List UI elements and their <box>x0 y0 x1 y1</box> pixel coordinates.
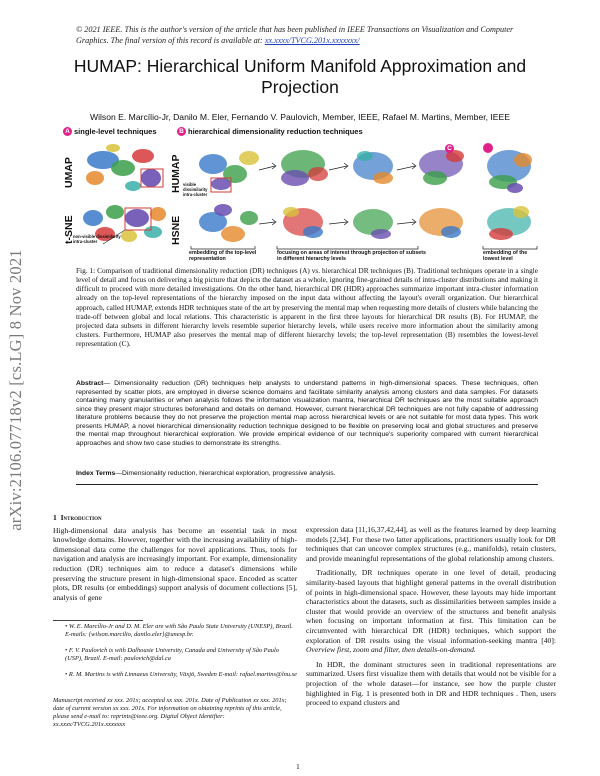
note-visible: visible dissimilarity intra-cluster <box>183 182 208 197</box>
intro-paragraph-2: expression data [11,16,37,42,44], as well as the features learned by deep learning models [2,34]. For these two latter applications, practitioners usually look for DR techniques that can uncover complex structures (e.g., manifolds), retain clusters, and provide meaningful representations of the global relationship among clusters. <box>306 525 556 563</box>
intro-paragraph-4: In HDR, the dominant structures seen in traditional representations are summarized. Users first visualize them with details that would not be visible for a projection of the whole dataset—for instance, see how the purple cluster highlighted in Fig. 1 is presented both in DR and HDR techniques . Then, users proceed to expand clusters and <box>306 659 556 708</box>
row-label-humap: HUMAP <box>170 154 182 193</box>
paper-title: HUMAP: Hierarchical Uniform Manifold Approximation and Projection <box>73 56 527 97</box>
humap-levels <box>199 143 532 193</box>
badge-a: A <box>63 127 72 136</box>
row-label-tsne: t-SNE <box>63 215 75 244</box>
section-heading: 1 Introduction <box>53 513 102 522</box>
note-nonvisible: non-visible dissimilarity intra-cluster <box>73 234 121 244</box>
hsne-levels <box>199 204 531 242</box>
header-rule <box>76 484 538 485</box>
footnote-affil-3: • R. M. Martins is with Linnaeus University, Växjö, Sweden E-mail: rafael.martins@lnu.se <box>65 671 297 678</box>
caption-top-level: embedding of the top-level representation <box>189 250 257 263</box>
abstract-text: — Dimensionality reduction (DR) techniques help analysts to understand patterns in high-dimensional spaces. These techniques, often represented by scatter plots, are employed in diverse science domains and facilitate similarity analysis among clusters and data samples. For datasets containing many granularities or when analysis follows the information visualization mantra, hierarchical DR techniques are the most suitable approach since they present major structures beforehand and details on demand. However, current hierarchical DR techniques are not fully capable of addressing literature problems because they do not preserve the projection mental map across hierarchical levels or are not suitable for most data types. This work presents HUMAP, a novel hierarchical dimensionality reduction technique designed to be flexible on preserving local and global structures and preserve the mental map throughout hierarchical exploration. We provide empirical evidence of our technique's superiority compared with current hierarchical approaches and show two case studies to demonstrate its strengths. <box>76 380 538 447</box>
level-arrows <box>259 163 416 225</box>
intro-paragraph-3: Traditionally, DR techniques operate in one level of detail, producing similarity-based layouts that highlight general patterns in the overall distribution of points in high-dimensional space. However, these layouts may hide important characteristics about the datasets, such as dissimilarities between samples inside a cluster that would provide an overview of the structures and benefit analysis when focusing on important information at first. This limitation can be circumvented with hierarchical DR (HDR) techniques, which support the exploration of DR results using the visual information-seeking mantra [40]: Overview first, zoom and filter, then details-on-demand. <box>306 568 556 655</box>
umap-embedding <box>86 144 163 191</box>
footnote-manuscript: Manuscript received xx xxx. 201x; accepted xx xxx. 201x. Date of Publication xx xxx. 201x; date of current version xx xxx. 201x. For information on obtaining reprints of this article, please send e-mail to: reprints@ieee.org. Digital Object Identifier: xx.xxxx/TVCG.201x.xxxxxxx <box>53 697 287 728</box>
teaser-figure <box>63 126 540 261</box>
index-terms-label: Index Terms <box>76 470 116 477</box>
figure-scatter-art <box>63 126 540 261</box>
column-right <box>306 525 556 713</box>
author-list: Wilson E. Marcílio-Jr, Danilo M. Eler, Fernando V. Paulovich, Member, IEEE, Rafael M. Martins, Member, IEEE <box>90 112 510 122</box>
caption-lowest-level: embedding of the lowest level <box>483 250 528 263</box>
arxiv-stamp: arXiv:2106.07718v2 [cs.LG] 8 Nov 2021 <box>6 249 25 531</box>
label-hierarchical: hierarchical dimensionality reduction techniques <box>188 127 363 136</box>
badge-b: B <box>177 127 186 136</box>
index-terms-text: —Dimensionality reduction, hierarchical exploration, progressive analysis. <box>115 470 336 477</box>
badge-c: C <box>445 144 454 153</box>
label-single-level: single-level techniques <box>74 127 157 136</box>
bottom-brackets <box>191 246 537 249</box>
index-terms <box>76 470 538 477</box>
column-left <box>53 513 297 607</box>
doi-link[interactable]: xx.xxxx/TVCG.201x.xxxxxxx/ <box>264 36 360 45</box>
caption-focusing: focusing on areas of interest through projection of subsets in different hierarchy levels <box>277 250 426 263</box>
figure-caption: Fig. 1: Comparison of traditional dimensionality reduction (DR) techniques (A) vs. hierarchical DR techniques (B). Traditional techniques operate in a single level of detail and focus on delivering a big picture that depicts the dataset as a whole, ignoring fine-grained details of intra-cluster distributions and making it difficult to proceed with more detailed investigations. On the other hand, hierarchical DR (HDR) approaches summarize important intra-cluster information already on the top-level representations of the hierarchy imposed on the input data without affecting the layout's overall organization. Our hierarchical approach, called HUMAP, extends HDR techniques state of the art by preserving the mental map when requesting more details of clusters while balancing the trade-off between global and local relations. This characteristic is apparent in the first three layouts for hierarchical DR results (B). For HUMAP, the projected data subsets in different hierarchy levels resemble superior hierarchy levels, while users receive more information about the similarity among clusters. Furthermore, HUMAP also preserves the mental map of different hierarchy levels; the top-level representation (B) resembles the lowest-level representation (C). <box>76 266 538 349</box>
footnote-affil-2: • F. V. Paulovich is with Dalhousie University, Canada and University of São Paulo (USP), Brazil. E-mail: paulovich@dal.ca <box>65 647 279 662</box>
footnote-separator <box>53 620 143 621</box>
abstract <box>76 380 538 448</box>
page-number: 1 <box>296 762 300 771</box>
row-label-hsne: HSNE <box>170 215 182 245</box>
intro-paragraph-1: High-dimensional data analysis has become an essential task in most knowledge domains. However, together with the increasing availability of high-dimensional data come the challenges for novel applications. Thus, tools for navigation and analysis are increasingly important. For example, dimensionality reduction (DR) techniques aim to reduce a dataset's dimensions while preserving the structure present in high-dimensional space. Encoded as scatter plots, DR results (or embeddings) support analysis of document collections [5], analysis of gene <box>53 525 297 602</box>
abstract-label: Abstract <box>76 380 104 387</box>
footnote-affil-1: • W. E. Marcílio-Jr and D. M. Eler are with São Paulo State University (UNESP), Brazil. E-mails: {wilson.marcilio, danilo.eler}@unesp.br. <box>65 623 293 638</box>
copyright-notice: © 2021 IEEE. This is the author's version of the article that has been published in IEEE Transactions on Visualization and Computer Graphics. The final version of this record is available at: xx.xxxx/TVCG.201x.xxxxxxx/ <box>76 25 514 45</box>
row-label-umap: UMAP <box>63 157 75 188</box>
